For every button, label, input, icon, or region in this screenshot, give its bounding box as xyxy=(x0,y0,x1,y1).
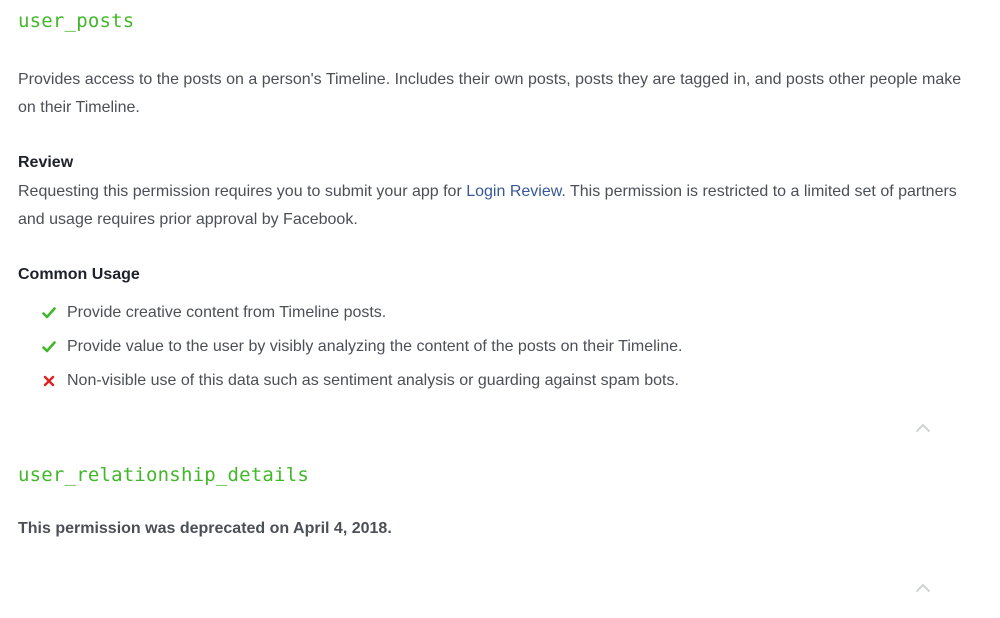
common-usage-heading: Common Usage xyxy=(18,266,140,283)
usage-item-text: Non-visible use of this data such as sentiment analysis or guarding against spam bots. xyxy=(67,372,679,389)
usage-item-allowed xyxy=(40,330,682,364)
deprecated-notice: This permission was deprecated on April 4, 2018. xyxy=(18,520,392,537)
cross-icon xyxy=(40,372,58,390)
usage-item-text: Provide value to the user by visibly analyzing the content of the posts on their Timeline. xyxy=(67,338,683,355)
permission-name-user-relationship-details: user_relationship_details xyxy=(18,464,309,486)
chevron-up-icon[interactable] xyxy=(914,581,934,595)
review-heading: Review xyxy=(18,154,74,171)
check-icon xyxy=(40,338,58,356)
usage-item-disallowed xyxy=(40,364,682,398)
review-text xyxy=(18,178,978,234)
login-review-link[interactable]: Login Review xyxy=(466,183,562,200)
usage-item-allowed xyxy=(40,296,682,330)
permission-name-user-posts: user_posts xyxy=(18,10,135,32)
review-text-before-link: Requesting this permission requires you to submit your app for xyxy=(18,183,467,200)
permission-description: Provides access to the posts on a person's Timeline. Includes their own posts, posts they are tagged in, and posts other people make on their Timeline. xyxy=(18,71,962,116)
chevron-up-icon[interactable] xyxy=(914,421,934,435)
check-icon xyxy=(40,304,58,322)
usage-item-text: Provide creative content from Timeline posts. xyxy=(67,304,387,321)
common-usage-list xyxy=(40,296,682,398)
review-text-after-link: . This permission is restricted to a limited set of partners and usage requires prior approval by Facebook. xyxy=(18,183,957,228)
